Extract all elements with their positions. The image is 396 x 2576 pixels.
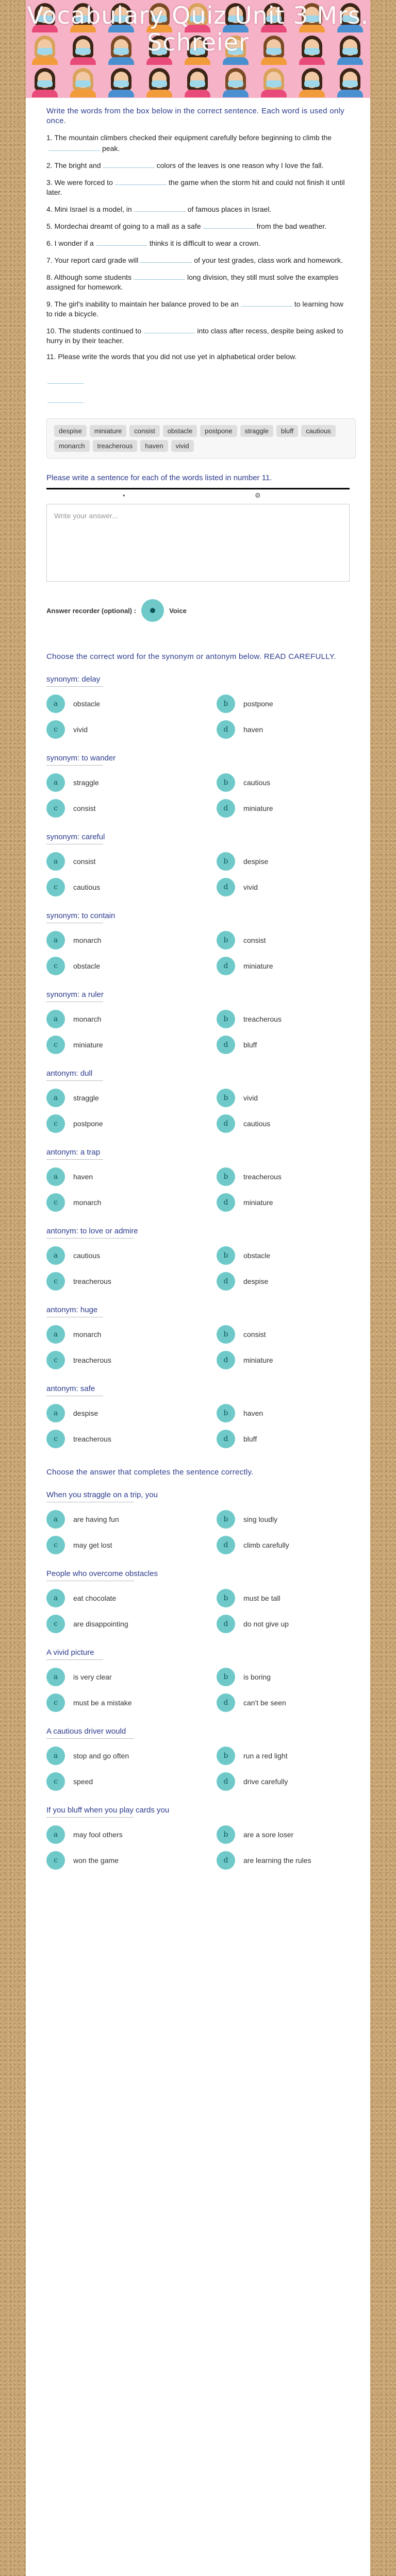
mcq-option-a[interactable] [46,851,217,872]
option-text: miniature [243,962,273,970]
option-letter-bubble[interactable]: b [217,1825,235,1844]
question-text: 8. Although some students [46,273,131,281]
option-text: consist [243,1330,266,1338]
option-text: despise [243,1277,269,1285]
option-letter-bubble[interactable]: b [217,1010,235,1028]
question-text: thinks it is difficult to wear a crown. [149,239,261,247]
question-text: 2. The bright and [46,161,101,170]
mcq-option-d[interactable] [217,1428,356,1450]
mcq-option-d[interactable] [217,876,356,898]
answer-blank[interactable] [140,255,192,263]
mcq-option-a[interactable] [46,1824,217,1845]
fill-in-question [46,133,350,154]
option-letter-bubble[interactable]: c [46,1114,65,1133]
word-chip[interactable]: bluff [276,425,298,437]
option-letter-bubble[interactable]: d [217,1693,235,1712]
question-text: 4. Mini Israel is a model, in [46,205,132,213]
option-letter-bubble[interactable]: a [46,1589,65,1607]
option-text: treacherous [73,1356,111,1364]
mcq-option-b[interactable] [217,693,356,715]
answer-blank[interactable] [241,298,292,307]
answer-blank[interactable] [96,238,147,246]
mcq-question [46,1806,350,1871]
mcq-option-a[interactable] [46,693,217,715]
mcq-option-d[interactable] [217,719,356,740]
answer-blank[interactable] [134,272,185,280]
mcq-question [46,1148,350,1213]
option-letter-bubble[interactable]: a [46,852,65,871]
option-text: postpone [73,1120,103,1128]
option-letter-bubble[interactable]: a [46,931,65,950]
mcq-option-c[interactable] [46,1349,217,1371]
option-letter-bubble[interactable]: b [217,931,235,950]
worksheet [26,0,370,2576]
option-letter-bubble[interactable]: c [46,799,65,818]
option-letter-bubble[interactable]: c [46,1193,65,1212]
option-letter-bubble[interactable]: c [46,1851,65,1870]
mcq-prompt: antonym: huge [46,1306,103,1317]
question-text: the game when the storm hit and could not finish it until later. [46,178,345,196]
mcq-option-a[interactable] [46,1745,217,1767]
option-text: postpone [243,700,273,708]
option-text: bluff [243,1435,257,1443]
option-letter-bubble[interactable]: b [217,1747,235,1765]
word-chip[interactable]: straggle [240,425,273,437]
option-text: stop and go often [73,1752,129,1760]
option-letter-bubble[interactable]: a [46,1668,65,1686]
option-text: cautious [243,778,271,787]
mcq-prompt: antonym: a trap [46,1148,103,1160]
mcq-option-d[interactable] [217,1034,356,1056]
option-text: miniature [73,1041,103,1049]
record-button[interactable] [141,599,164,622]
question-text: 1. The mountain climbers checked their equipment carefully before beginning to climb the [46,133,332,142]
mcq-prompt: synonym: careful [46,833,103,844]
option-letter-bubble[interactable]: c [46,1772,65,1791]
option-text: obstacle [73,700,101,708]
mcq-option-c[interactable] [46,876,217,898]
option-letter-bubble[interactable]: a [46,773,65,792]
mcq-question [46,1490,350,1556]
fill-in-question [46,272,350,292]
word-chip[interactable]: haven [140,440,168,452]
option-text: monarch [73,1198,102,1207]
option-text: miniature [243,1356,273,1364]
student-illustration [26,65,64,97]
question-text: 10. The students continued to [46,327,142,335]
option-text: bluff [243,1041,257,1049]
option-text: climb carefully [243,1541,289,1549]
mcq-option-c[interactable] [46,1192,217,1213]
option-text: obstacle [243,1251,271,1260]
option-text: straggle [73,778,99,787]
record-icon [150,608,155,613]
option-letter-bubble[interactable]: d [217,1536,235,1554]
option-text: may get lost [73,1541,112,1549]
student-illustration [217,65,255,97]
question-text: long division, they still must solve the examples assigned for homework. [46,273,339,291]
mcq-question [46,990,350,1056]
question-text: from the bad weather. [256,222,327,230]
answer-recorder [46,599,350,622]
student-illustration [140,65,178,97]
part1-instructions: Write the words from the box below in the correct sentence. Each word is used only once. [46,107,344,125]
mcq-option-b[interactable] [217,1745,356,1767]
mcq-question [46,1384,350,1450]
option-text: treacherous [73,1277,111,1285]
option-letter-bubble[interactable]: a [46,1325,65,1344]
question-text: 6. I wonder if a [46,239,94,247]
question-text: 7. Your report card grade will [46,256,139,264]
option-letter-bubble[interactable]: d [217,1193,235,1212]
question-text: 9. The girl's inability to maintain her balance proved to be an [46,300,239,308]
mcq-option-b[interactable] [217,1402,356,1424]
mcq-option-c[interactable] [46,1850,217,1871]
option-text: monarch [73,1015,102,1023]
mcq-option-c[interactable] [46,955,217,977]
part3-instructions: Choose the correct word for the synonym or antonym below. READ CAREFULLY. [46,652,336,661]
question-text: 5. Mordechai dreamt of going to a mall as a safe [46,222,201,230]
mcq-option-c[interactable] [46,798,217,819]
mcq-option-d[interactable] [217,1349,356,1371]
option-letter-bubble[interactable]: c [46,878,65,896]
mcq-prompt: antonym: safe [46,1384,103,1396]
q11-answer-area [46,370,350,403]
mcq-prompt: A cautious driver would [46,1727,134,1739]
option-letter-bubble[interactable]: a [46,1010,65,1028]
option-text: cautious [243,1120,271,1128]
question-text: of famous places in Israel. [187,205,272,213]
mcq-question [46,1727,350,1792]
option-letter-bubble[interactable]: d [217,957,235,975]
mcq-option-d[interactable] [217,1613,356,1635]
question-text: of your test grades, class work and homework. [194,256,343,264]
mcq-option-c[interactable] [46,1113,217,1134]
option-letter-bubble[interactable]: c [46,720,65,739]
bullet-list-button[interactable]: • [123,492,125,499]
option-text: treacherous [243,1015,282,1023]
mcq-option-b[interactable] [217,1245,356,1266]
option-letter-bubble[interactable]: d [217,799,235,818]
option-letter-bubble[interactable]: a [46,1510,65,1529]
voice-label: Voice [169,606,187,615]
word-box [46,418,356,459]
student-illustration [102,65,140,97]
mcq-option-b[interactable] [217,929,356,951]
fill-in-question [46,204,350,214]
fill-in-question [46,255,350,265]
mcq-question [46,754,350,819]
mcq-option-c[interactable] [46,1270,217,1292]
mcq-question [46,1306,350,1371]
option-letter-bubble[interactable]: a [46,1167,65,1186]
mcq-option-a[interactable] [46,1509,217,1530]
option-text: sing loudly [243,1515,278,1523]
question-text: peak. [102,144,120,152]
mcq-option-b[interactable] [217,851,356,872]
mcq-prompt: synonym: to wander [46,754,103,766]
option-letter-bubble[interactable]: d [217,878,235,896]
option-text: monarch [73,936,102,944]
student-illustration [293,65,331,97]
mcq-option-a[interactable] [46,772,217,793]
option-letter-bubble[interactable]: d [217,1036,235,1054]
mcq-question [46,675,350,740]
question-text: 11. Please write the words that you did not use yet in alphabetical order below. [46,352,297,361]
option-letter-bubble[interactable]: b [217,1589,235,1607]
question-text: 3. We were forced to [46,178,113,187]
mcq-option-b[interactable] [217,1666,356,1688]
option-letter-bubble[interactable]: d [217,1114,235,1133]
mcq-prompt: antonym: dull [46,1069,103,1081]
option-letter-bubble[interactable]: b [217,1668,235,1686]
page-title: Vocabulary Quiz Unit 3 Mrs. Schreier [27,2,369,56]
option-letter-bubble[interactable]: c [46,1272,65,1291]
student-illustration [255,65,293,97]
mcq-option-b[interactable] [217,1087,356,1109]
synonym-antonym-questions [46,675,350,1450]
word-chip[interactable]: miniature [90,425,126,437]
part4-instructions: Choose the answer that completes the sentence correctly. [46,1468,254,1477]
option-text: do not give up [243,1620,289,1628]
option-text: despise [73,1409,98,1417]
answer-blank[interactable] [48,143,100,151]
mcq-option-b[interactable] [217,1509,356,1530]
mcq-option-d[interactable] [217,1192,356,1213]
word-chip[interactable]: obstacle [163,425,197,437]
mcq-option-b[interactable] [217,1008,356,1030]
option-text: miniature [243,1198,273,1207]
mcq-prompt: synonym: a ruler [46,990,103,1002]
editor-toolbar [46,488,350,504]
option-text: drive carefully [243,1777,288,1786]
option-text: obstacle [73,962,101,970]
mcq-option-d[interactable] [217,1692,356,1714]
mcq-option-c[interactable] [46,1428,217,1450]
mcq-option-d[interactable] [217,1534,356,1556]
option-letter-bubble[interactable]: b [217,1510,235,1529]
option-letter-bubble[interactable]: b [217,852,235,871]
mcq-option-d[interactable] [217,798,356,819]
option-text: are having fun [73,1515,119,1523]
sentence-completion-questions [46,1490,350,1871]
mcq-option-a[interactable] [46,1008,217,1030]
settings-icon[interactable]: ⚙ [255,492,261,499]
option-text: miniature [243,804,273,812]
option-text: haven [243,725,263,734]
fill-in-question [46,221,350,231]
answer-blank[interactable] [103,160,155,168]
mcq-option-c[interactable] [46,1534,217,1556]
option-letter-bubble[interactable]: d [217,1851,235,1870]
word-chip[interactable]: cautious [301,425,335,437]
option-text: treacherous [73,1435,111,1443]
option-text: can't be seen [243,1699,286,1707]
option-text: run a red light [243,1752,288,1760]
answer-blank[interactable] [47,370,84,384]
mcq-option-d[interactable] [217,1771,356,1792]
student-illustration [64,65,102,97]
student-illustration [331,65,369,97]
mcq-prompt: If you bluff when you play cards you [46,1806,134,1818]
part2-instructions: Please write a sentence for each of the words listed in number 11. [46,473,272,482]
mcq-option-a[interactable] [46,1166,217,1188]
fill-in-question [46,177,350,197]
option-text: won the game [73,1856,119,1865]
option-letter-bubble[interactable]: d [217,720,235,739]
mcq-prompt: A vivid picture [46,1648,103,1660]
option-letter-bubble[interactable]: a [46,1404,65,1422]
option-letter-bubble[interactable]: a [46,1747,65,1765]
option-text: speed [73,1777,93,1786]
option-text: treacherous [243,1173,282,1181]
option-text: are a sore loser [243,1831,294,1839]
question-text: colors of the leaves is one reason why I love the fall. [156,161,324,170]
option-letter-bubble[interactable]: c [46,1615,65,1633]
option-text: haven [243,1409,263,1417]
mcq-option-a[interactable] [46,1324,217,1345]
option-letter-bubble[interactable]: c [46,1036,65,1054]
mcq-option-d[interactable] [217,1850,356,1871]
mcq-question [46,1569,350,1635]
student-illustration [178,65,217,97]
option-letter-bubble[interactable]: b [217,1167,235,1186]
question-text: to learning how to ride a bicycle. [46,300,343,318]
option-letter-bubble[interactable]: a [46,1246,65,1265]
mcq-question [46,833,350,898]
option-letter-bubble[interactable]: b [217,1404,235,1422]
fill-in-questions [46,133,350,362]
option-letter-bubble[interactable]: d [217,1272,235,1291]
option-text: cautious [73,883,101,891]
option-text: consist [73,857,96,866]
sentence-answer-textarea[interactable]: Write your answer... [46,504,350,582]
option-text: is very clear [73,1673,112,1681]
fill-in-question [46,352,350,362]
word-chip[interactable]: treacherous [93,440,138,452]
fill-in-question [46,238,350,248]
option-letter-bubble[interactable]: d [217,1772,235,1791]
mcq-prompt: People who overcome obstacles [46,1569,134,1581]
option-text: consist [73,804,96,812]
mcq-option-a[interactable] [46,1587,217,1609]
fill-in-question [46,298,350,319]
option-letter-bubble[interactable]: b [217,773,235,792]
option-text: eat chocolate [73,1594,117,1602]
mcq-option-b[interactable] [217,1587,356,1609]
word-chip[interactable]: postpone [200,425,237,437]
answer-blank[interactable] [203,221,255,229]
header-banner [26,0,370,98]
answer-blank[interactable] [47,389,84,403]
option-letter-bubble[interactable]: c [46,1351,65,1369]
answer-blank[interactable] [115,177,167,185]
option-letter-bubble[interactable]: d [217,1615,235,1633]
option-text: must be a mistake [73,1699,132,1707]
word-chip[interactable]: monarch [54,440,90,452]
mcq-option-a[interactable] [46,1245,217,1266]
option-text: straggle [73,1094,99,1102]
mcq-option-b[interactable] [217,1824,356,1845]
option-letter-bubble[interactable]: b [217,694,235,713]
mcq-option-b[interactable] [217,1324,356,1345]
mcq-option-c[interactable] [46,1034,217,1056]
mcq-option-a[interactable] [46,929,217,951]
option-text: consist [243,936,266,944]
mcq-option-c[interactable] [46,1613,217,1635]
option-letter-bubble[interactable]: d [217,1351,235,1369]
option-text: monarch [73,1330,102,1338]
mcq-option-a[interactable] [46,1666,217,1688]
option-letter-bubble[interactable]: c [46,1693,65,1712]
option-letter-bubble[interactable]: b [217,1246,235,1265]
mcq-option-c[interactable] [46,1771,217,1792]
recorder-label: Answer recorder (optional) : [46,606,137,615]
question-text: into class after recess, despite being asked to hurry in by their teacher. [46,327,343,345]
word-chip[interactable]: vivid [171,440,194,452]
mcq-prompt: synonym: to contain [46,911,103,923]
option-letter-bubble[interactable]: a [46,694,65,713]
option-text: vivid [243,1094,258,1102]
mcq-prompt: antonym: to love or admire [46,1227,134,1239]
mcq-question [46,911,350,977]
option-letter-bubble[interactable]: a [46,1825,65,1844]
mcq-question [46,1227,350,1292]
option-text: despise [243,857,269,866]
mcq-option-b[interactable] [217,772,356,793]
mcq-option-c[interactable] [46,1692,217,1714]
mcq-option-a[interactable] [46,1087,217,1109]
mcq-option-d[interactable] [217,1113,356,1134]
option-letter-bubble[interactable]: c [46,957,65,975]
option-letter-bubble[interactable]: b [217,1325,235,1344]
option-text: are disappointing [73,1620,128,1628]
mcq-option-a[interactable] [46,1402,217,1424]
option-letter-bubble[interactable]: a [46,1089,65,1107]
option-text: must be tall [243,1594,280,1602]
fill-in-question [46,325,350,346]
word-chip[interactable]: despise [54,425,87,437]
mcq-option-b[interactable] [217,1166,356,1188]
option-letter-bubble[interactable]: d [217,1430,235,1448]
mcq-option-d[interactable] [217,955,356,977]
option-text: cautious [73,1251,101,1260]
mcq-question [46,1069,350,1134]
mcq-option-c[interactable] [46,719,217,740]
mcq-prompt: synonym: delay [46,675,103,687]
answer-blank[interactable] [143,325,195,333]
option-text: vivid [73,725,88,734]
option-text: vivid [243,883,258,891]
mcq-option-d[interactable] [217,1270,356,1292]
mcq-question [46,1648,350,1714]
option-letter-bubble[interactable]: c [46,1430,65,1448]
answer-blank[interactable] [134,204,186,212]
option-text: is boring [243,1673,271,1681]
option-letter-bubble[interactable]: b [217,1089,235,1107]
option-text: haven [73,1173,93,1181]
option-letter-bubble[interactable]: c [46,1536,65,1554]
word-chip[interactable]: consist [129,425,159,437]
mcq-prompt: When you straggle on a trip, you [46,1490,134,1502]
fill-in-question [46,160,350,171]
option-text: may fool others [73,1831,123,1839]
option-text: are learning the rules [243,1856,311,1865]
